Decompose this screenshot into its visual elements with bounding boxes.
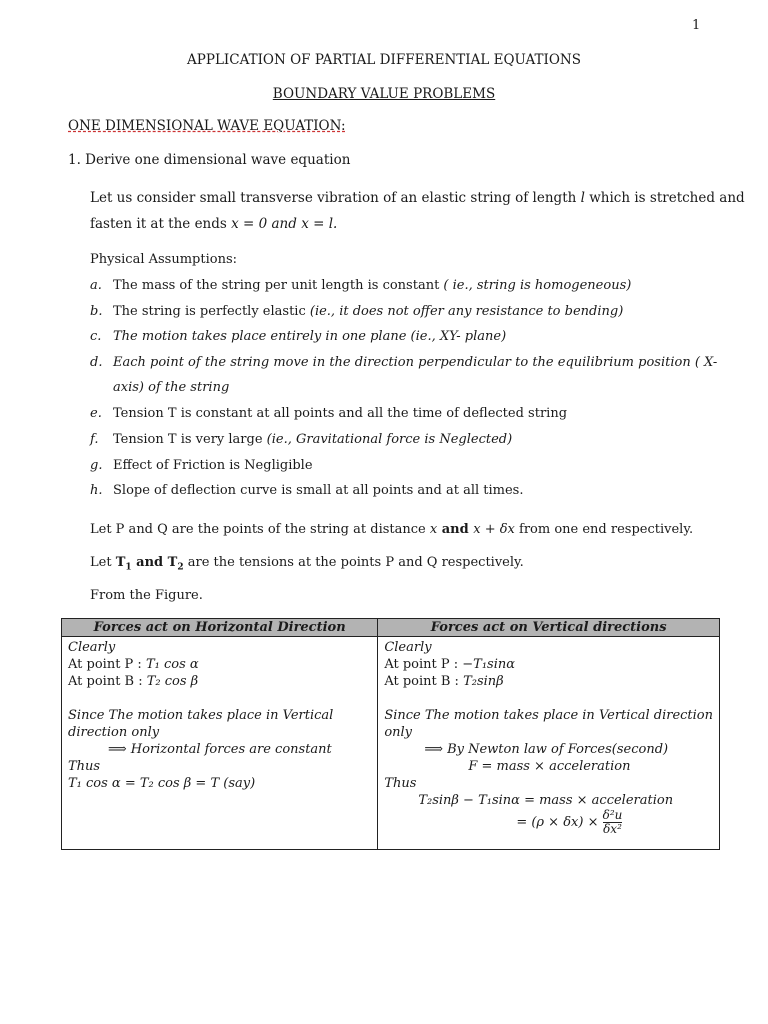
horizontal-forces-cell (62, 637, 378, 850)
assumption-d-continued: axis) of the string (113, 380, 230, 395)
assumption-g: g. Effect of Friction is Negligible (90, 458, 313, 473)
table-body-row (62, 637, 720, 850)
left-since-2: direction only (68, 725, 160, 740)
right-eq1: T₂sinβ − T₁sinα = mass × acceleration (418, 793, 674, 808)
forces-table (61, 618, 720, 850)
right-since-1: Since The motion takes place in Vertical direction (384, 708, 713, 723)
assumption-f: f. Tension T is very large (ie., Gravitational force is Neglected) (90, 432, 513, 447)
right-thus: Thus (384, 776, 417, 791)
assumption-h: h. Slope of deflection curve is small at all points and at all times. (90, 483, 524, 498)
right-newton: F = mass × acceleration (468, 759, 631, 774)
right-eq2: = (ρ × δx) × $\frac{\text{δ²u}}{\text{δx²}}$ (516, 808, 623, 836)
right-implies: ⟹ By Newton law of Forces(second) (424, 742, 669, 757)
assumption-c: c. The motion takes place entirely in one plane (ie., XY- plane) (90, 329, 507, 344)
left-point-p: At point P : T₁ cos α (68, 657, 199, 672)
question: 1. Derive one dimensional wave equation (68, 152, 351, 168)
intro-line-1: Let us consider small transverse vibration of an elastic string of length l which is stretched and (90, 190, 745, 206)
document-subtitle: BOUNDARY VALUE PROBLEMS (272, 86, 496, 102)
right-since-2: only (384, 725, 413, 740)
assumption-a: a. The mass of the string per unit length is constant ( ie., string is homogeneous) (90, 278, 632, 293)
left-thus: Thus (68, 759, 101, 774)
assumption-d: d. Each point of the string move in the direction perpendicular to the equilibrium position ( X- (90, 355, 718, 370)
second-derivative-fraction: $\frac{\text{δ²u}}{\text{δx²}}$ (602, 808, 623, 836)
page-number: 1 (692, 18, 701, 33)
left-clearly: Clearly (68, 640, 116, 655)
left-since-1: Since The motion takes place in Vertical (68, 708, 334, 723)
right-point-p: At point P : −T₁sinα (384, 657, 516, 672)
assumption-b: b. The string is perfectly elastic (ie., it does not offer any resistance to bending) (90, 304, 624, 319)
vertical-forces-cell (378, 637, 720, 850)
right-clearly: Clearly (384, 640, 432, 655)
document-title: APPLICATION OF PARTIAL DIFFERENTIAL EQUATIONS (187, 52, 581, 68)
tension-line: Let $T_1$ and $T_2$ are the tensions at the points P and Q respectively. (90, 555, 524, 573)
assumptions-heading: Physical Assumptions: (90, 252, 237, 267)
header-vertical: Forces act on Vertical directions (378, 619, 720, 637)
intro-line-2: fasten it at the ends x = 0 and x = l. (90, 216, 338, 232)
left-result: T₁ cos α = T₂ cos β = T (say) (68, 776, 256, 791)
table-header-row (62, 619, 720, 637)
left-implies: ⟹ Horizontal forces are constant (108, 742, 332, 757)
right-point-b: At point B : T₂sinβ (384, 674, 504, 689)
section-heading: ONE DIMENSIONAL WAVE EQUATION: (68, 118, 346, 134)
points-line: Let P and Q are the points of the string at distance x and x + δx from one end respectively. (90, 522, 694, 537)
left-point-b: At point B : T₂ cos β (68, 674, 199, 689)
header-horizontal: Forces act on Horizontal Direction (62, 619, 378, 637)
assumption-e: e. Tension T is constant at all points and all the time of deflected string (90, 406, 568, 421)
figure-line: From the Figure. (90, 588, 203, 603)
